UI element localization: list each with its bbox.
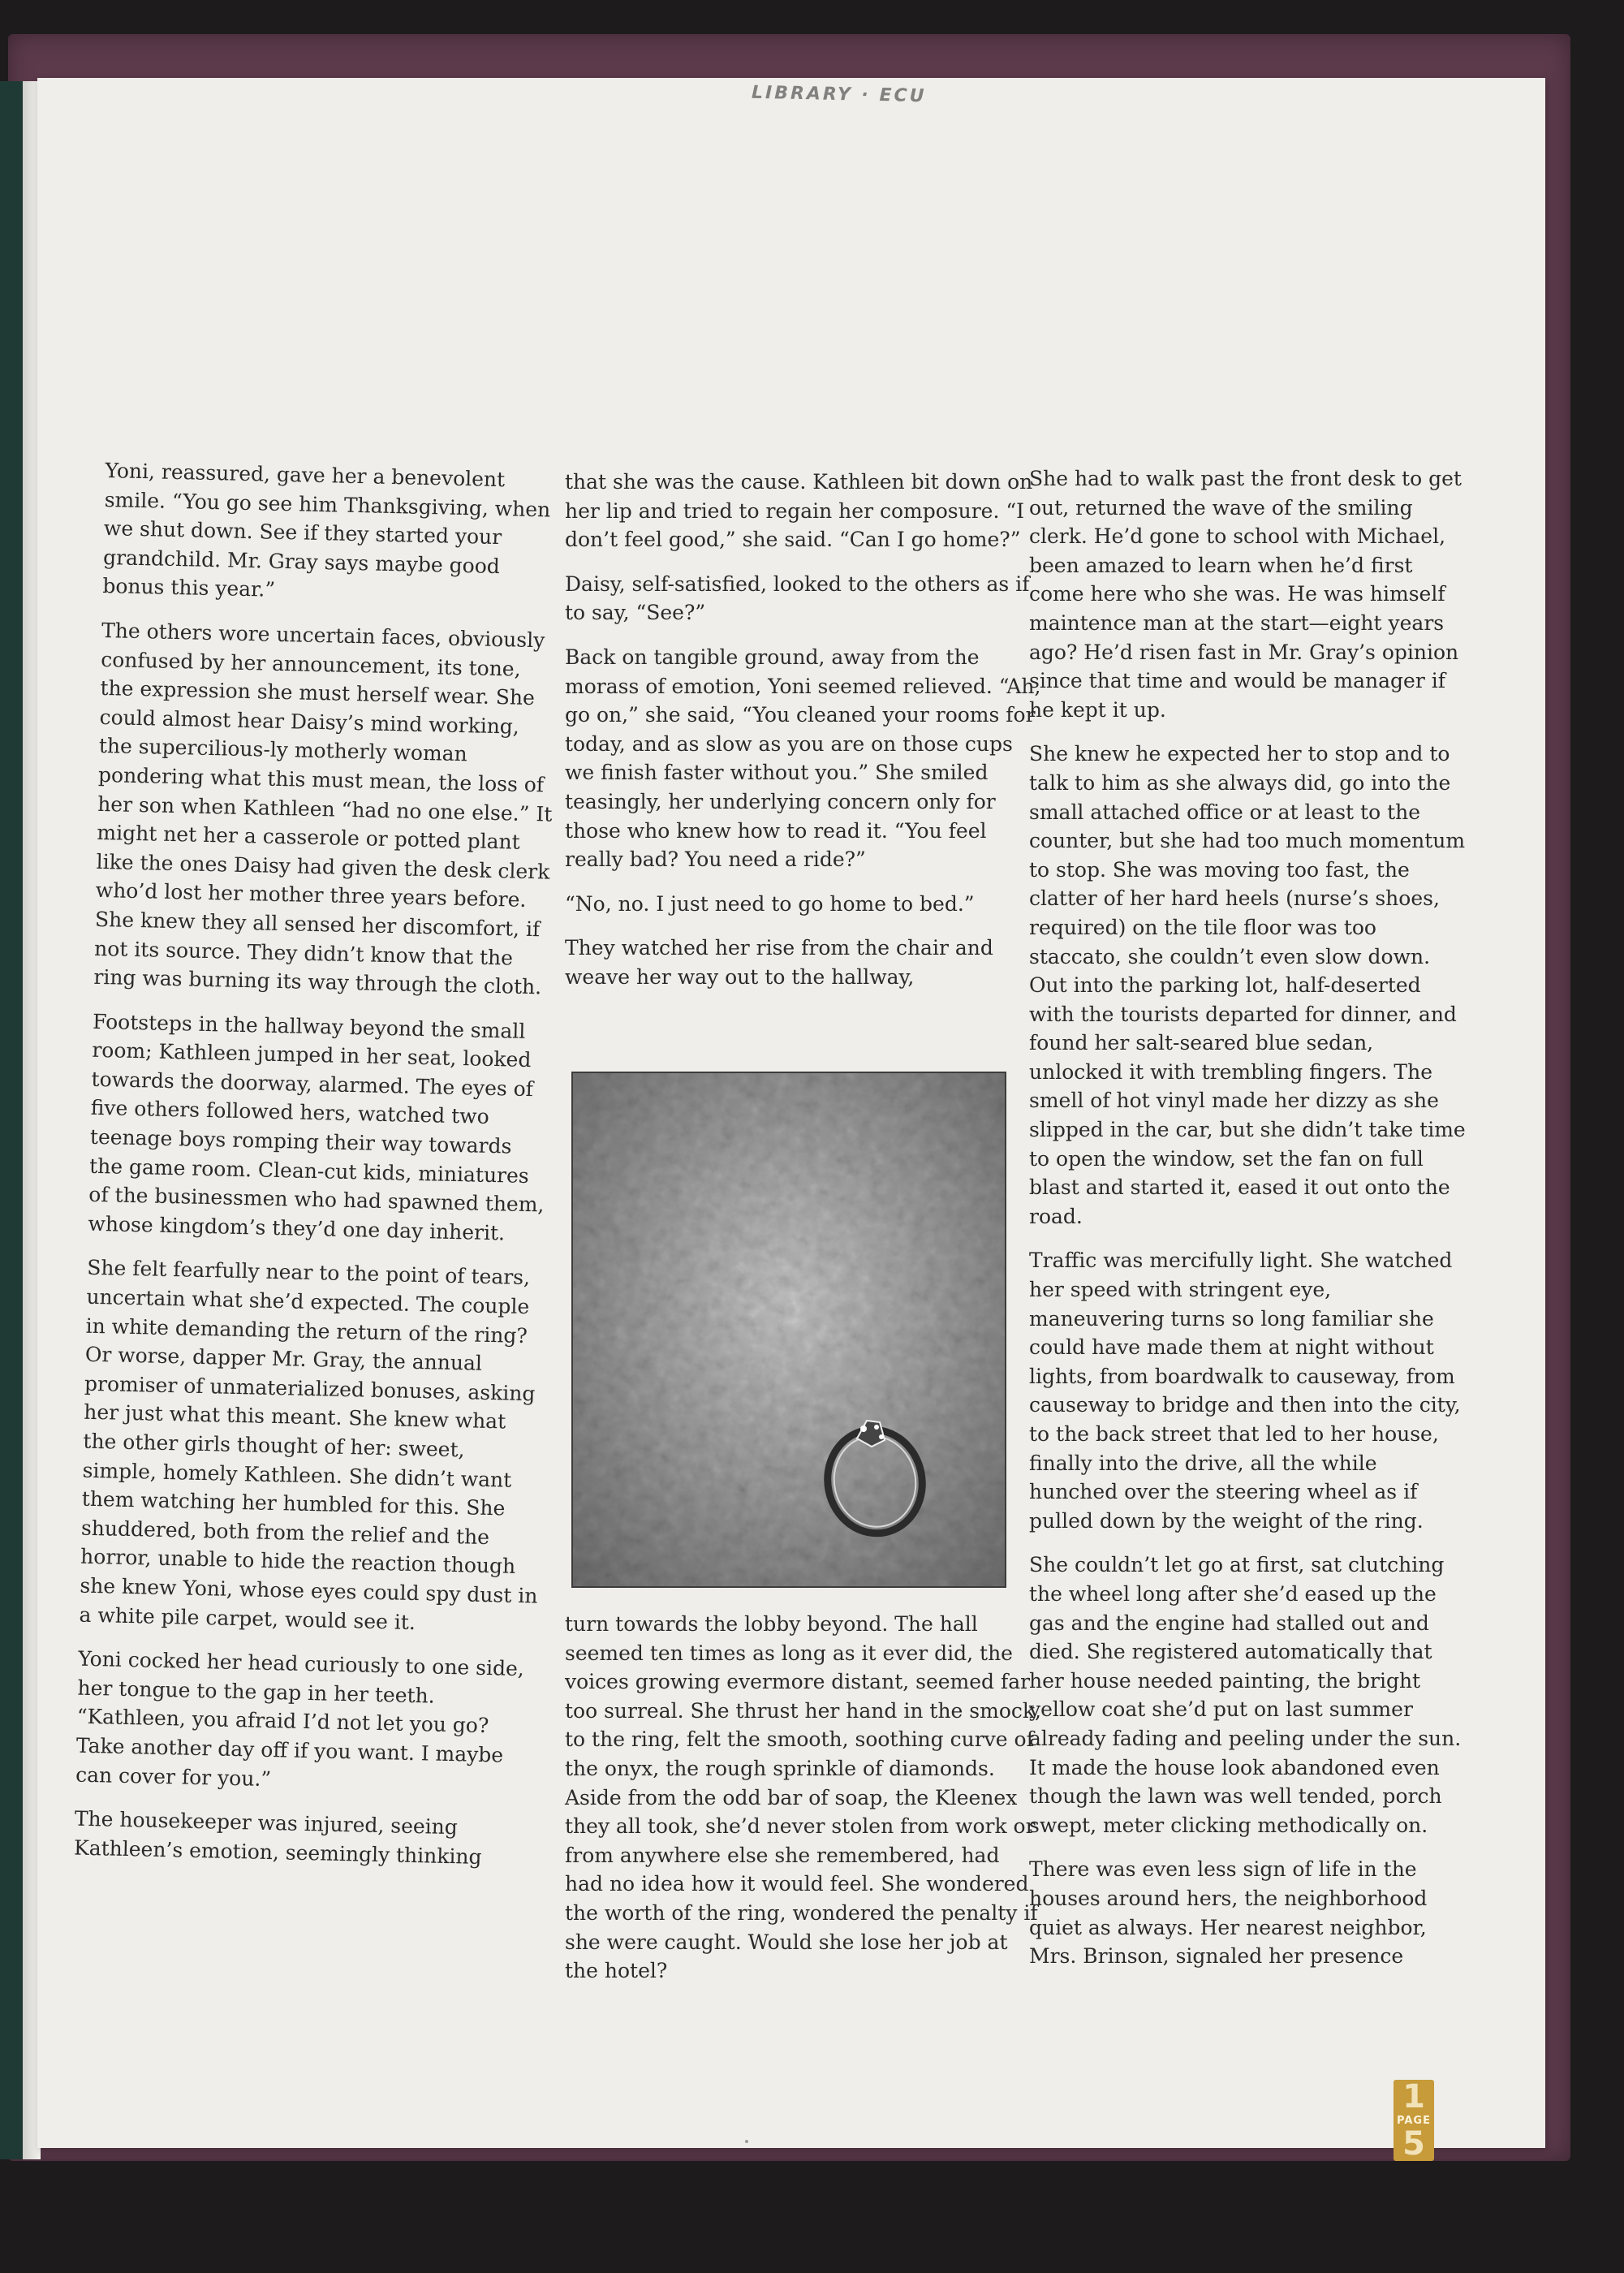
badge-word: PAGE — [1397, 2115, 1431, 2127]
ring-photo — [571, 1072, 1006, 1588]
ring-illustration — [573, 1073, 1005, 1586]
paragraph: turn towards the lobby beyond. The hall seemed ten times as long as it ever did, the voices growing evermore distant, seemed far too surreal. She thrust her hand in the smock, to the ring, felt the smooth, soothing curve of the onyx, the rough sprinkle of diamonds. Aside from the odd bar of soap, the Kleenex they all took, she’d never stolen from work or from anywhere else she remembered, had had no idea how it would feel. She wondered the worth of the ring, wondered the penalty if she were caught. Would she lose her job at the hotel? — [565, 1612, 1041, 1983]
magazine-page — [37, 78, 1545, 2163]
paragraph: “No, no. I just need to go home to bed.” — [565, 891, 975, 916]
paragraph: She couldn’t let go at first, sat clutching the wheel long after she’d eased up the gas and the engine had stalled out and died. She registered automatically that her house needed painting, the bright yellow coat she’d put on last summer already fading and peeling under the sun. It made the house look abandoned even though the lawn was well tended, porch swept, meter clicking methodically on. — [1029, 1553, 1462, 1837]
paragraph: Traffic was mercifully light. She watched her speed with stringent eye, maneuvering turns so long familiar she could have made them at night without lights, from boardwalk to causeway, from causeway to bridge and then into the city, to the back street that led to her house, finally into the drive, all the while hunched over the steering wheel as if pulled down by the weight of the ring. — [1029, 1249, 1461, 1533]
paragraph: She felt fearfully near to the point of tears, uncertain what she’d expected. The couple in white demanding the return of the ring? Or worse, dapper Mr. Gray, the annual promiser of unmaterialized bonuses, asking her just what this meant. She knew what the other girls thought of her: sweet, simple, homely Kathleen. She didn’t want them watching her humbled for this. She shuddered, both from the relief and the horror, unable to hide the reaction though she knew Yoni, whose eyes could spy dust in a white pile carpet, would see it. — [79, 1256, 538, 1634]
paragraph: There was even less sign of life in the houses around hers, the neighborhood quiet as always. Her nearest neighbor, Mrs. Brinson, signaled her presence — [1029, 1857, 1428, 1969]
text-column-3 — [1029, 464, 1471, 1986]
text-column-2-top — [565, 468, 1044, 1007]
paragraph: that she was the cause. Kathleen bit down on her lip and tried to regain her composure. “I don’t feel good,” she said. “Can I go home?” — [565, 470, 1033, 552]
paragraph: The others wore uncertain faces, obviously confused by her announcement, its tone, the expression she must herself wear. She could almost hear Daisy’s mind working, the supercilious-ly motherly woman pondering what this must mean, the loss of her son when Kathleen “had no one else.” It might net her a casserole or potted plant like the ones Daisy had given the desk clerk who’d lost her mother three years before. She knew they all sensed her discomfort, if not its source. They didn’t know that the ring was burning its way through the cloth. — [93, 618, 553, 999]
page-speck — [745, 2140, 748, 2143]
badge-digit-bottom: 5 — [1402, 2125, 1425, 2163]
paragraph: She had to walk past the front desk to get out, returned the wave of the smiling clerk. He’d gone to school with Michael, been amazed to learn when he’d first come here who she was. He was himself maintence man at the start—eight years ago? He’d risen fast in Mr. Gray’s opinion since that time and would be manager if he kept it up. — [1029, 467, 1462, 722]
paragraph: Yoni cocked her head curiously to one side, her tongue to the gap in her teeth. “Kathleen, you afraid I’d not let you go? Take another day off if you want. I maybe can cover for you.” — [75, 1646, 525, 1791]
paragraph: She knew he expected her to stop and to talk to him as she always did, go into the small attached office or at least to the counter, but she had too much momentum to stop. She was moving too fast, the clatter of her hard heels (nurse’s shoes, required) on the tile floor was too staccato, she couldn’t even slow down. Out into the parking lot, half-deserted with the tourists departed for dinner, and found her salt-seared blue sedan, unlocked it with trembling fingers. The smell of hot vinyl made her dizzy as she slipped in the car, but she didn’t take time to open the window, set the fan on full blast and started it, eased it out onto the road. — [1029, 742, 1466, 1228]
paragraph: Daisy, self-satisfied, looked to the others as if to say, “See?” — [565, 571, 1030, 625]
paragraph: Back on tangible ground, away from the morass of emotion, Yoni seemed relieved. “Ah, go on,” she said, “You cleaned your rooms for today, and as slow as you are on those cups we finish faster without you.” She smiled teasingly, her underlying concern only for those who knew how to read it. “You feel really bad? You need a ride?” — [565, 645, 1041, 872]
page-number-badge — [1394, 2080, 1434, 2161]
library-stamp: LIBRARY · ECU — [751, 82, 927, 107]
text-column-2-bottom — [565, 1610, 1044, 2001]
badge-digit-top: 1 — [1402, 2078, 1425, 2116]
text-column-1 — [73, 456, 564, 1888]
paragraph: Yoni, reassured, gave her a benevolent smile. “You go see him Thanksgiving, when we shut down. See if they started your grandchild. Mr. Gray says maybe good bonus this year.” — [102, 458, 551, 602]
paragraph: They watched her rise from the chair and weave her way out to the hallway, — [565, 936, 993, 989]
paragraph: The housekeeper was injured, seeing Kathleen’s emotion, seemingly thinking — [73, 1806, 482, 1869]
paragraph: Footsteps in the hallway beyond the small room; Kathleen jumped in her seat, looked towards the doorway, alarmed. The eyes of five others followed hers, watched two teenage boys romping their way towards the game room. Clean-cut kids, miniatures of the businessmen who had spawned them, whose kingdom’s they’d one day inherit. — [88, 1009, 545, 1245]
